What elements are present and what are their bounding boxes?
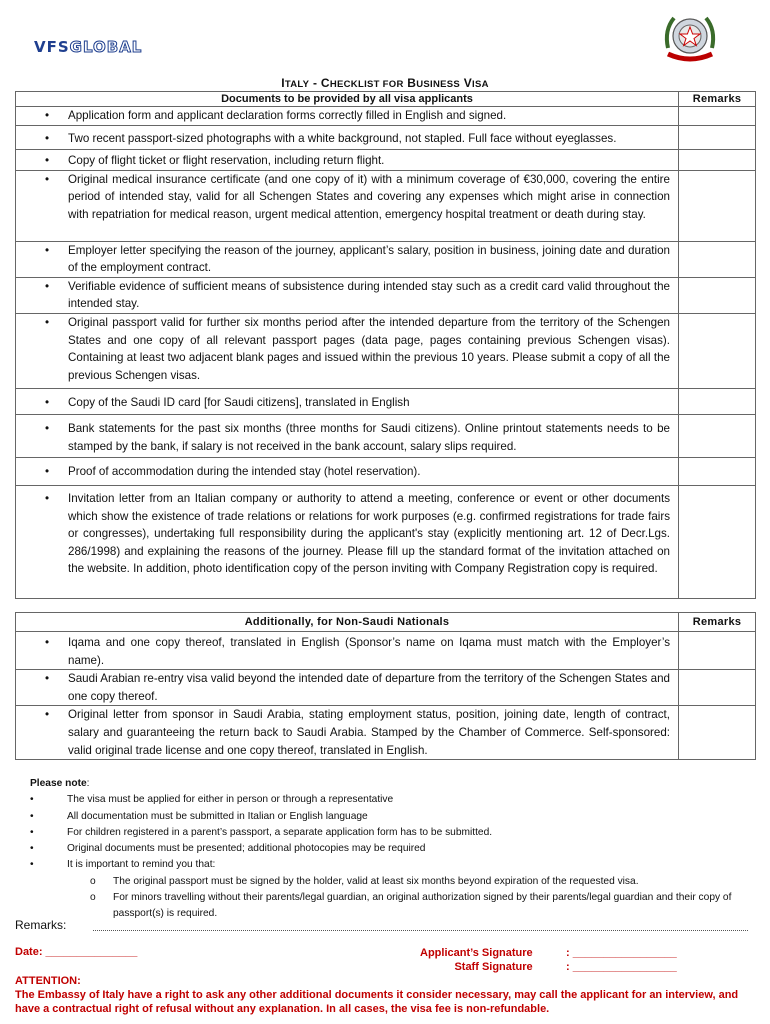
note-item: • It is important to remind you that: bbox=[30, 859, 216, 871]
non-saudi-table bbox=[15, 612, 756, 760]
remarks-field[interactable] bbox=[15, 918, 748, 932]
applicant-signature-line[interactable]: : _________________ bbox=[566, 947, 677, 959]
remarks-cell[interactable] bbox=[679, 706, 756, 760]
list-item: • Verifiable evidence of sufficient means of subsistence during intended stay such as a credit card valid throughout the intended stay. bbox=[45, 279, 670, 311]
applicant-signature-label: Applicant’s Signature bbox=[420, 947, 533, 959]
note-subitem: o The original passport must be signed by the holder, valid at least six months beyond expiration of the requested visa. bbox=[90, 875, 639, 887]
signature-labels bbox=[420, 946, 533, 974]
note-item: • Original documents must be presented; additional photocopies may be required bbox=[30, 843, 426, 855]
note-item: • The visa must be applied for either in person or through a representative bbox=[30, 794, 394, 806]
remarks-cell[interactable] bbox=[679, 632, 756, 670]
staff-signature-label: Staff Signature bbox=[454, 961, 533, 973]
logo-vfs: VFS bbox=[34, 38, 70, 56]
remarks-cell[interactable] bbox=[679, 277, 756, 313]
remarks-cell[interactable] bbox=[679, 241, 756, 277]
signature-lines bbox=[566, 946, 677, 974]
list-item: • Two recent passport-sized photographs with a white background, not stapled. Full face without eyeglasses. bbox=[45, 132, 617, 145]
list-item: • Original letter from sponsor in Saudi Arabia, stating employment status, position, joining date, length of contract, salary and guaranteeing the return back to Saudi Arabia. Stamped by the Chamber of Commerce. Self-sponsored: valid original trade license and one copy thereof, translated in English. bbox=[45, 708, 670, 757]
remarks-cell[interactable] bbox=[679, 388, 756, 414]
list-item: • Proof of accommodation during the intended stay (hotel reservation). bbox=[45, 464, 421, 478]
vfs-global-logo bbox=[34, 38, 142, 56]
attention-label: ATTENTION: bbox=[15, 975, 81, 987]
remarks-heading: Remarks bbox=[679, 613, 756, 632]
remarks-heading: Remarks bbox=[679, 92, 756, 107]
documents-table bbox=[15, 91, 756, 599]
logo-global: GLOBAL bbox=[69, 38, 143, 56]
remarks-cell[interactable] bbox=[679, 414, 756, 457]
documents-heading: Documents to be provided by all visa applicants bbox=[16, 92, 679, 107]
remarks-cell[interactable] bbox=[679, 457, 756, 485]
remarks-line bbox=[93, 930, 748, 931]
list-item: • Iqama and one copy thereof, translated in English (Sponsor’s name on Iqama must match with the Employer’s name). bbox=[45, 636, 670, 667]
date-field[interactable]: Date: _______________ bbox=[15, 946, 138, 958]
list-item: • Original passport valid for further six months period after the intended departure from the territory of the Schengen States and one copy of all relevant passport pages (data page, pages containing previous Schengen visas). Containing at least two adjacent blank pages and issued within the previous 10 years. Please submit a copy of all the previous Schengen visas. bbox=[45, 315, 670, 382]
remarks-cell[interactable] bbox=[679, 313, 756, 388]
list-item: • Copy of flight ticket or flight reservation, including return flight. bbox=[45, 154, 385, 167]
non-saudi-heading: Additionally, for Non-Saudi Nationals bbox=[16, 613, 679, 632]
remarks-label: Remarks: bbox=[15, 918, 67, 932]
remarks-cell[interactable] bbox=[679, 107, 756, 126]
list-item: • Saudi Arabian re-entry visa valid beyond the intended date of departure from the territory of the Schengen States and one copy thereof. bbox=[45, 672, 670, 703]
list-item: • Bank statements for the past six months (three months for Saudi citizens). Online printout statements needs to be stamped by the bank, if salary is not received in the bank account, salary slips required. bbox=[45, 421, 670, 453]
staff-signature-line[interactable]: : _________________ bbox=[566, 961, 677, 973]
attention-text: The Embassy of Italy have a right to ask any other additional documents it consider necessary, may call the applicant for an interview, and have a contractual right of refusal without any explanation. In all cases, the visa fee is non-refundable. bbox=[15, 989, 739, 1015]
list-item: • Employer letter specifying the reason of the journey, applicant’s salary, position in business, joining date and duration of the employment contract. bbox=[45, 243, 670, 275]
remarks-cell[interactable] bbox=[679, 150, 756, 171]
note-item: • All documentation must be submitted in Italian or English language bbox=[30, 810, 368, 822]
remarks-cell[interactable] bbox=[679, 670, 756, 706]
please-note: Please note: • The visa must be applied for either in person or through a representative • All documentation must be submitted in Italian or English language • For children registered in a parent’s passport, a separate application form has to be submitted. • Original documents must be presented; additional photocopies may be required • It is important to remind you that: o The original passport must be signed by the holder, valid at least six months beyond expiration of the requested visa. o For minors travelling without their parents/legal guardian, an original authorization signed by their parents/legal guardian and their copy of passport(s) is required. bbox=[30, 776, 750, 923]
attention-notice bbox=[15, 974, 760, 1016]
remarks-cell[interactable] bbox=[679, 170, 756, 241]
remarks-cell[interactable] bbox=[679, 485, 756, 598]
list-item: • Original medical insurance certificate (and one copy of it) with a minimum coverage of €30,000, covering the entire period of intended stay, valid for all Schengen States and covering any expenses which might arise in connection with repatriation for medical reason, urgent medical attention, emergency hospital treatment or death during stay. bbox=[45, 172, 670, 221]
remarks-cell[interactable] bbox=[679, 126, 756, 150]
italy-emblem-icon bbox=[660, 8, 720, 68]
list-item: • Invitation letter from an Italian company or authority to attend a meeting, conference or event or other documents which show the existence of trade relations or relations for work purposes (e.g. confirmed registrations for trade fairs or congresses), undertaking full responsibility during the applicant's stay (explicitly mentioning art. 12 of Decr.Lgs. 286/1998) and explaining the reasons of the journey. Please fill up the standard format of the invitation attached on the website. In addition, photo identification copy of the person inviting with Company Registration copy is required. bbox=[45, 491, 670, 576]
note-item: • For children registered in a parent’s passport, a separate application form has to be submitted. bbox=[30, 826, 493, 838]
list-item: • Copy of the Saudi ID card [for Saudi citizens], translated in English bbox=[45, 395, 410, 409]
list-item: • Application form and applicant declaration forms correctly filled in English and signed. bbox=[45, 109, 507, 122]
page-title: ITALY - CHECKLIST FOR BUSINESS VISA bbox=[281, 76, 489, 90]
note-heading: Please note bbox=[30, 778, 87, 789]
note-subitem: o For minors travelling without their parents/legal guardian, an original authorization signed by their parents/legal guardian and their copy of passport(s) is required. bbox=[90, 892, 732, 920]
